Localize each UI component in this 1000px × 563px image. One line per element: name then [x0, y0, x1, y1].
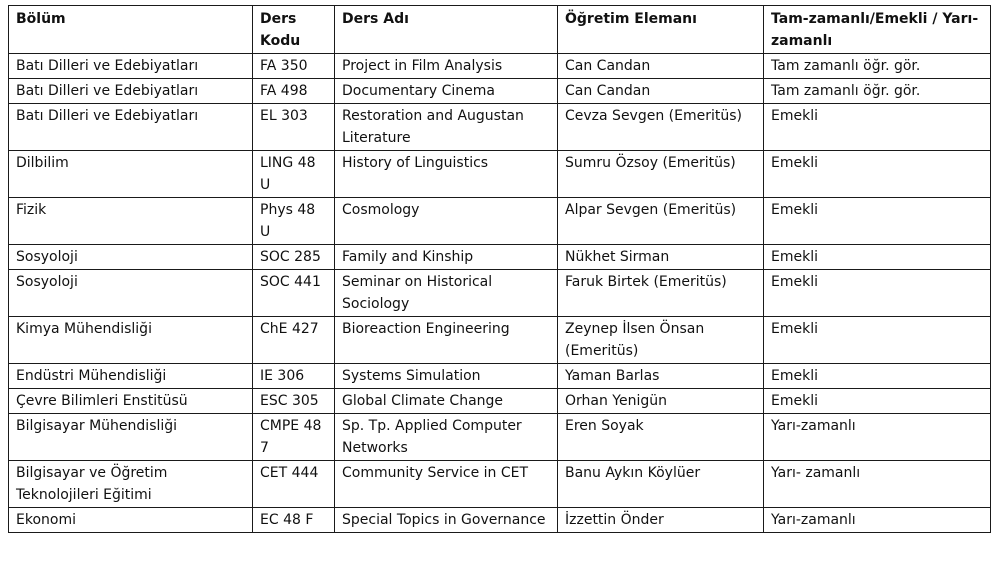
cell-department: Batı Dilleri ve Edebiyatları [9, 54, 253, 79]
cell-department: Ekonomi [9, 508, 253, 533]
table-row [9, 461, 991, 508]
cell-instructor: Cevza Sevgen (Emeritüs) [558, 104, 764, 151]
cell-department: Çevre Bilimleri Enstitüsü [9, 389, 253, 414]
cell-employment-status: Emekli [764, 270, 991, 317]
table-row [9, 270, 991, 317]
cell-course-code: CMPE 487 [253, 414, 335, 461]
cell-instructor: Nükhet Sirman [558, 245, 764, 270]
cell-course-name: Project in Film Analysis [335, 54, 558, 79]
cell-course-name: Global Climate Change [335, 389, 558, 414]
cell-department: Sosyoloji [9, 270, 253, 317]
cell-course-code: EC 48 F [253, 508, 335, 533]
cell-employment-status: Emekli [764, 389, 991, 414]
cell-course-name: Family and Kinship [335, 245, 558, 270]
cell-department: Dilbilim [9, 151, 253, 198]
cell-department: Bilgisayar ve Öğretim Teknolojileri Eğitimi [9, 461, 253, 508]
cell-department: Kimya Mühendisliği [9, 317, 253, 364]
cell-department: Sosyoloji [9, 245, 253, 270]
cell-employment-status: Emekli [764, 317, 991, 364]
table-row [9, 364, 991, 389]
cell-course-code: ChE 427 [253, 317, 335, 364]
cell-instructor: Faruk Birtek (Emeritüs) [558, 270, 764, 317]
header-course-name: Ders Adı [335, 6, 558, 54]
table-row [9, 317, 991, 364]
cell-department: Endüstri Mühendisliği [9, 364, 253, 389]
cell-course-code: SOC 441 [253, 270, 335, 317]
cell-course-code: FA 350 [253, 54, 335, 79]
cell-employment-status: Yarı-zamanlı [764, 414, 991, 461]
cell-employment-status: Emekli [764, 104, 991, 151]
header-employment-status: Tam-zamanlı/Emekli / Yarı-zamanlı [764, 6, 991, 54]
cell-instructor: Sumru Özsoy (Emeritüs) [558, 151, 764, 198]
cell-instructor: Zeynep İlsen Önsan (Emeritüs) [558, 317, 764, 364]
cell-instructor: Can Candan [558, 79, 764, 104]
cell-course-code: CET 444 [253, 461, 335, 508]
table-row [9, 508, 991, 533]
cell-employment-status: Yarı-zamanlı [764, 508, 991, 533]
cell-course-name: Bioreaction Engineering [335, 317, 558, 364]
cell-course-name: Restoration and Augustan Literature [335, 104, 558, 151]
cell-course-name: Cosmology [335, 198, 558, 245]
table-row [9, 245, 991, 270]
cell-instructor: Orhan Yenigün [558, 389, 764, 414]
table-row [9, 54, 991, 79]
cell-course-name: History of Linguistics [335, 151, 558, 198]
cell-course-code: FA 498 [253, 79, 335, 104]
header-instructor: Öğretim Elemanı [558, 6, 764, 54]
cell-department: Fizik [9, 198, 253, 245]
cell-department: Batı Dilleri ve Edebiyatları [9, 79, 253, 104]
cell-department: Bilgisayar Mühendisliği [9, 414, 253, 461]
cell-employment-status: Emekli [764, 198, 991, 245]
header-department: Bölüm [9, 6, 253, 54]
table-row [9, 414, 991, 461]
cell-course-code: IE 306 [253, 364, 335, 389]
cell-department: Batı Dilleri ve Edebiyatları [9, 104, 253, 151]
table-row [9, 79, 991, 104]
course-instructor-table [8, 5, 991, 533]
cell-employment-status: Emekli [764, 151, 991, 198]
table-row [9, 198, 991, 245]
cell-course-code: LING 48 U [253, 151, 335, 198]
cell-course-name: Special Topics in Governance [335, 508, 558, 533]
table-header-row [9, 6, 991, 54]
cell-instructor: İzzettin Önder [558, 508, 764, 533]
cell-course-code: SOC 285 [253, 245, 335, 270]
cell-course-name: Sp. Tp. Applied Computer Networks [335, 414, 558, 461]
cell-employment-status: Emekli [764, 364, 991, 389]
cell-employment-status: Emekli [764, 245, 991, 270]
cell-course-code: Phys 48 U [253, 198, 335, 245]
cell-course-code: EL 303 [253, 104, 335, 151]
cell-instructor: Eren Soyak [558, 414, 764, 461]
cell-course-name: Systems Simulation [335, 364, 558, 389]
table-row [9, 151, 991, 198]
cell-instructor: Banu Aykın Köylüer [558, 461, 764, 508]
cell-course-code: ESC 305 [253, 389, 335, 414]
cell-instructor: Yaman Barlas [558, 364, 764, 389]
cell-course-name: Documentary Cinema [335, 79, 558, 104]
cell-instructor: Alpar Sevgen (Emeritüs) [558, 198, 764, 245]
table-row [9, 104, 991, 151]
cell-employment-status: Yarı- zamanlı [764, 461, 991, 508]
header-course-code: Ders Kodu [253, 6, 335, 54]
table-row [9, 389, 991, 414]
table-body [9, 54, 991, 533]
cell-employment-status: Tam zamanlı öğr. gör. [764, 79, 991, 104]
cell-instructor: Can Candan [558, 54, 764, 79]
cell-course-name: Community Service in CET [335, 461, 558, 508]
cell-employment-status: Tam zamanlı öğr. gör. [764, 54, 991, 79]
cell-course-name: Seminar on Historical Sociology [335, 270, 558, 317]
